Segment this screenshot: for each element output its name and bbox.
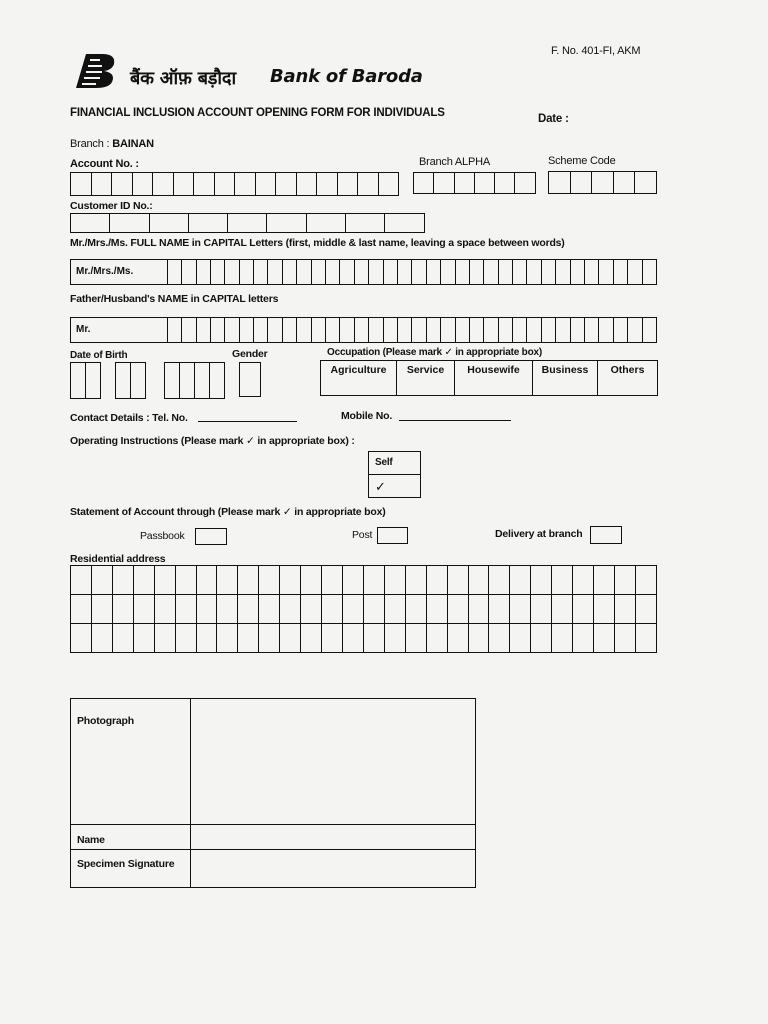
- address-char-box[interactable]: [112, 624, 133, 653]
- address-char-box[interactable]: [112, 566, 133, 595]
- char-box[interactable]: [369, 318, 383, 342]
- address-char-box[interactable]: [489, 566, 510, 595]
- full-name-prefix: Mr./Mrs./Ms.: [71, 260, 168, 284]
- full-name-label: Mr./Mrs./Ms. FULL NAME in CAPITAL Letters (first, middle & last name, leaving a space between words): [70, 237, 565, 249]
- post-checkbox[interactable]: [377, 527, 408, 544]
- occupation-others[interactable]: Others: [598, 361, 658, 395]
- address-char-box[interactable]: [91, 595, 112, 624]
- address-char-box[interactable]: [322, 624, 343, 653]
- delivery-checkbox[interactable]: [590, 526, 622, 544]
- char-box[interactable]: [470, 260, 484, 284]
- char-box[interactable]: [441, 318, 455, 342]
- char-box[interactable]: [283, 318, 297, 342]
- address-char-box[interactable]: [489, 624, 510, 653]
- char-box[interactable]: [513, 260, 527, 284]
- address-char-box[interactable]: [447, 595, 468, 624]
- account-no-boxes[interactable]: [70, 172, 399, 196]
- occupation-options: [320, 360, 658, 396]
- address-char-box[interactable]: [594, 624, 615, 653]
- father-name-label: Father/Husband's NAME in CAPITAL letters: [70, 293, 279, 305]
- char-box[interactable]: [614, 260, 628, 284]
- address-char-box[interactable]: [635, 595, 656, 624]
- tel-label: Contact Details : Tel. No.: [70, 412, 188, 424]
- address-char-box[interactable]: [175, 566, 196, 595]
- date-label: Date :: [538, 113, 569, 125]
- address-char-box[interactable]: [154, 595, 175, 624]
- char-box[interactable]: [240, 318, 254, 342]
- address-char-box[interactable]: [238, 595, 259, 624]
- address-char-box[interactable]: [217, 566, 238, 595]
- char-box[interactable]: [340, 260, 354, 284]
- address-char-box[interactable]: [384, 566, 405, 595]
- address-char-box[interactable]: [133, 624, 154, 653]
- char-box[interactable]: [643, 318, 657, 342]
- address-char-box[interactable]: [280, 624, 301, 653]
- char-box[interactable]: [326, 318, 340, 342]
- address-char-box[interactable]: [217, 624, 238, 653]
- char-box[interactable]: [643, 260, 657, 284]
- branch-alpha-boxes[interactable]: [413, 172, 536, 194]
- address-char-box[interactable]: [552, 624, 573, 653]
- char-box[interactable]: [369, 260, 383, 284]
- branch-label-text: Branch :: [70, 138, 110, 150]
- address-char-box[interactable]: [447, 624, 468, 653]
- char-box[interactable]: [312, 260, 326, 284]
- char-box[interactable]: [398, 260, 412, 284]
- address-char-box[interactable]: [363, 566, 384, 595]
- address-char-box[interactable]: [154, 566, 175, 595]
- occupation-business[interactable]: Business: [533, 361, 598, 395]
- address-char-box[interactable]: [426, 595, 447, 624]
- name-field[interactable]: [192, 826, 475, 848]
- address-char-box[interactable]: [468, 624, 489, 653]
- char-box[interactable]: [211, 318, 225, 342]
- occupation-agriculture[interactable]: Agriculture: [321, 361, 397, 395]
- char-box[interactable]: [542, 318, 556, 342]
- passbook-checkbox[interactable]: [195, 528, 227, 545]
- address-char-box[interactable]: [322, 566, 343, 595]
- address-char-box[interactable]: [342, 595, 363, 624]
- char-box[interactable]: [556, 318, 570, 342]
- address-char-box[interactable]: [175, 595, 196, 624]
- address-char-box[interactable]: [468, 595, 489, 624]
- address-char-box[interactable]: [614, 566, 635, 595]
- address-char-box[interactable]: [510, 595, 531, 624]
- bank-name: Bank of Baroda: [270, 66, 423, 87]
- char-box[interactable]: [614, 318, 628, 342]
- form-number: F. No. 401-FI, AKM: [551, 45, 641, 57]
- char-box[interactable]: [456, 260, 470, 284]
- address-char-box[interactable]: [133, 595, 154, 624]
- address-char-box[interactable]: [91, 566, 112, 595]
- char-box[interactable]: [225, 260, 239, 284]
- address-char-box[interactable]: [259, 566, 280, 595]
- address-char-box[interactable]: [614, 595, 635, 624]
- char-box[interactable]: [197, 318, 211, 342]
- address-char-box[interactable]: [259, 595, 280, 624]
- address-char-box[interactable]: [635, 624, 656, 653]
- address-char-box[interactable]: [196, 566, 217, 595]
- operating-label: Operating Instructions (Please mark ✓ in appropriate box) :: [70, 435, 355, 447]
- address-char-box[interactable]: [71, 566, 92, 595]
- char-box[interactable]: [355, 260, 369, 284]
- operating-self-box[interactable]: [368, 451, 421, 498]
- dob-label: Date of Birth: [70, 350, 128, 361]
- address-char-box[interactable]: [384, 624, 405, 653]
- address-char-box[interactable]: [91, 624, 112, 653]
- bank-of-baroda-logo-icon: [72, 50, 124, 97]
- char-box[interactable]: [412, 260, 426, 284]
- char-box[interactable]: [211, 260, 225, 284]
- gender-box[interactable]: [239, 362, 261, 397]
- dob-month-boxes[interactable]: [115, 362, 146, 399]
- address-char-box[interactable]: [594, 566, 615, 595]
- tel-field[interactable]: [198, 421, 297, 422]
- dob-year-boxes[interactable]: [164, 362, 225, 399]
- address-char-box[interactable]: [280, 566, 301, 595]
- address-char-box[interactable]: [196, 595, 217, 624]
- address-char-box[interactable]: [259, 624, 280, 653]
- char-box[interactable]: [628, 260, 642, 284]
- address-char-box[interactable]: [594, 595, 615, 624]
- char-box[interactable]: [398, 318, 412, 342]
- branch-value: BAINAN: [112, 138, 154, 150]
- address-char-box[interactable]: [426, 566, 447, 595]
- account-no-label: Account No. :: [70, 158, 139, 170]
- post-label: Post: [352, 529, 373, 541]
- address-char-box[interactable]: [363, 624, 384, 653]
- address-char-box[interactable]: [133, 566, 154, 595]
- char-box[interactable]: [484, 260, 498, 284]
- char-box[interactable]: [340, 318, 354, 342]
- signature-field[interactable]: [192, 851, 475, 887]
- address-char-box[interactable]: [112, 595, 133, 624]
- customer-id-label: Customer ID No.:: [70, 200, 153, 212]
- char-box[interactable]: [585, 318, 599, 342]
- address-char-box[interactable]: [405, 566, 426, 595]
- address-char-box[interactable]: [468, 566, 489, 595]
- char-box[interactable]: [384, 260, 398, 284]
- char-box[interactable]: [427, 318, 441, 342]
- address-char-box[interactable]: [280, 595, 301, 624]
- char-box[interactable]: [527, 260, 541, 284]
- address-char-box[interactable]: [175, 624, 196, 653]
- char-box[interactable]: [297, 260, 311, 284]
- char-box[interactable]: [499, 318, 513, 342]
- char-box[interactable]: [384, 318, 398, 342]
- address-char-box[interactable]: [217, 595, 238, 624]
- address-char-box[interactable]: [552, 566, 573, 595]
- scheme-code-label: Scheme Code: [548, 155, 616, 167]
- char-box[interactable]: [585, 260, 599, 284]
- mobile-field[interactable]: [399, 420, 511, 421]
- delivery-label: Delivery at branch: [495, 528, 583, 540]
- char-box[interactable]: [556, 260, 570, 284]
- address-char-box[interactable]: [489, 595, 510, 624]
- dob-day-boxes[interactable]: [70, 362, 101, 399]
- char-box[interactable]: [268, 260, 282, 284]
- char-box[interactable]: [168, 260, 182, 284]
- char-box[interactable]: [427, 260, 441, 284]
- branch-alpha-label: Branch ALPHA: [419, 156, 490, 168]
- char-box[interactable]: [571, 260, 585, 284]
- char-box[interactable]: [456, 318, 470, 342]
- occupation-label: Occupation (Please mark ✓ in appropriate box): [327, 347, 542, 358]
- char-box[interactable]: [240, 260, 254, 284]
- address-char-box[interactable]: [363, 595, 384, 624]
- char-box[interactable]: [283, 260, 297, 284]
- address-char-box[interactable]: [71, 624, 92, 653]
- photo-signature-box: [70, 698, 476, 888]
- passbook-label: Passbook: [140, 530, 185, 542]
- char-box[interactable]: [268, 318, 282, 342]
- signature-label: Specimen Signature: [77, 858, 175, 870]
- gender-label: Gender: [232, 348, 268, 360]
- statement-label: Statement of Account through (Please mark ✓ in appropriate box): [70, 506, 386, 518]
- char-box[interactable]: [254, 260, 268, 284]
- address-char-box[interactable]: [322, 595, 343, 624]
- address-char-box[interactable]: [342, 566, 363, 595]
- address-label: Residential address: [70, 553, 166, 565]
- address-char-box[interactable]: [301, 595, 322, 624]
- branch-label: [70, 138, 154, 150]
- char-box[interactable]: [470, 318, 484, 342]
- mobile-label: Mobile No.: [341, 410, 393, 422]
- address-char-box[interactable]: [71, 595, 92, 624]
- address-char-box[interactable]: [196, 624, 217, 653]
- char-box[interactable]: [542, 260, 556, 284]
- operating-self-label: Self: [375, 457, 393, 468]
- char-box[interactable]: [599, 318, 613, 342]
- char-box[interactable]: [527, 318, 541, 342]
- address-char-box[interactable]: [154, 624, 175, 653]
- address-char-box[interactable]: [573, 595, 594, 624]
- bank-name-hindi: बैंक ऑफ़ बड़ौदा: [130, 68, 236, 89]
- address-grid[interactable]: [70, 565, 657, 653]
- char-box[interactable]: [197, 260, 211, 284]
- address-char-box[interactable]: [510, 566, 531, 595]
- address-char-box[interactable]: [573, 624, 594, 653]
- char-box[interactable]: [225, 318, 239, 342]
- char-box[interactable]: [499, 260, 513, 284]
- char-box[interactable]: [441, 260, 455, 284]
- father-name-boxes[interactable]: [70, 317, 657, 343]
- address-char-box[interactable]: [531, 566, 552, 595]
- form-title: FINANCIAL INCLUSION ACCOUNT OPENING FORM FOR INDIVIDUALS: [70, 107, 445, 119]
- address-char-box[interactable]: [552, 595, 573, 624]
- address-char-box[interactable]: [447, 566, 468, 595]
- address-char-box[interactable]: [573, 566, 594, 595]
- char-box[interactable]: [182, 260, 196, 284]
- char-box[interactable]: [484, 318, 498, 342]
- char-box[interactable]: [182, 318, 196, 342]
- address-char-box[interactable]: [301, 566, 322, 595]
- char-box[interactable]: [628, 318, 642, 342]
- char-box[interactable]: [168, 318, 182, 342]
- char-box[interactable]: [326, 260, 340, 284]
- operating-self-checkmark: ✓: [375, 479, 386, 494]
- char-box[interactable]: [355, 318, 369, 342]
- char-box[interactable]: [254, 318, 268, 342]
- address-char-box[interactable]: [238, 624, 259, 653]
- father-name-prefix: Mr.: [71, 318, 168, 342]
- address-char-box[interactable]: [405, 624, 426, 653]
- char-box[interactable]: [412, 318, 426, 342]
- char-box[interactable]: [297, 318, 311, 342]
- address-char-box[interactable]: [342, 624, 363, 653]
- char-box[interactable]: [312, 318, 326, 342]
- name-label: Name: [77, 834, 105, 846]
- address-char-box[interactable]: [384, 595, 405, 624]
- address-char-box[interactable]: [510, 624, 531, 653]
- address-char-box[interactable]: [531, 624, 552, 653]
- address-char-box[interactable]: [531, 595, 552, 624]
- address-char-box[interactable]: [405, 595, 426, 624]
- address-char-box[interactable]: [301, 624, 322, 653]
- full-name-boxes[interactable]: [70, 259, 657, 285]
- address-char-box[interactable]: [238, 566, 259, 595]
- char-box[interactable]: [513, 318, 527, 342]
- char-box[interactable]: [599, 260, 613, 284]
- photograph-area[interactable]: [192, 699, 475, 823]
- address-char-box[interactable]: [614, 624, 635, 653]
- occupation-service[interactable]: Service: [397, 361, 455, 395]
- address-char-box[interactable]: [426, 624, 447, 653]
- occupation-housewife[interactable]: Housewife: [455, 361, 533, 395]
- photograph-label: Photograph: [77, 715, 134, 727]
- scheme-code-boxes[interactable]: [548, 171, 657, 194]
- address-char-box[interactable]: [635, 566, 656, 595]
- char-box[interactable]: [571, 318, 585, 342]
- customer-id-boxes[interactable]: [70, 213, 425, 233]
